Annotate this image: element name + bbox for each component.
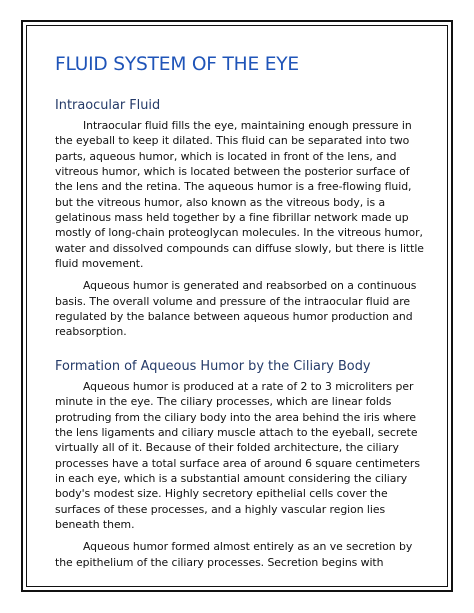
paragraph: Aqueous humor is produced at a rate of 2 to 3 microliters per minute in the eye. The ciliary processes, which are linear folds protruding from the ciliary body into the area behind the iris where the lens ligaments and ciliary muscle attach to the eyeball, secrete virtually all of it. Because of their folded architecture, the ciliary processes have a total surface area of around 6 square centimeters in each eye, which is a substantial amount considering the ciliary body's modest size. Highly secretory epithelial cells cover the surfaces of these processes, and a highly vascular region lies beneath them. (55, 379, 420, 531)
paragraph: Intraocular fluid fills the eye, maintaining enough pressure in the eyeball to keep it dilated. This fluid can be separated into two parts, aqueous humor, which is located in front of the lens, and vitreous humor, which is located between the posterior surface of the lens and the retina. The aqueous humor is a free-flowing fluid, but the vitreous humor, also known as the vitreous body, is a gelatinous mass held together by a fine fibrillar network made up mostly of long-chain proteoglycan molecules. In the vitreous humor, water and dissolved compounds can diffuse slowly, but there is little fluid movement. (55, 119, 424, 271)
paragraph: Aqueous humor is generated and reabsorbed on a continuous basis. The overall volume and pressure of the intraocular fluid are regulated by the balance between aqueous humor production and reabsorption. (55, 279, 417, 339)
section-heading-formation-of-aqueous-humor: Formation of Aqueous Humor by the Ciliary Body (55, 358, 371, 374)
document-body (55, 53, 425, 570)
section-heading-intraocular-fluid: Intraocular Fluid (55, 98, 161, 113)
document-title: FLUID SYSTEM OF THE EYE (55, 54, 299, 75)
paragraph: Aqueous humor formed almost entirely as an ve secretion by the epithelium of the ciliary processes. Secretion begins with (55, 540, 413, 569)
